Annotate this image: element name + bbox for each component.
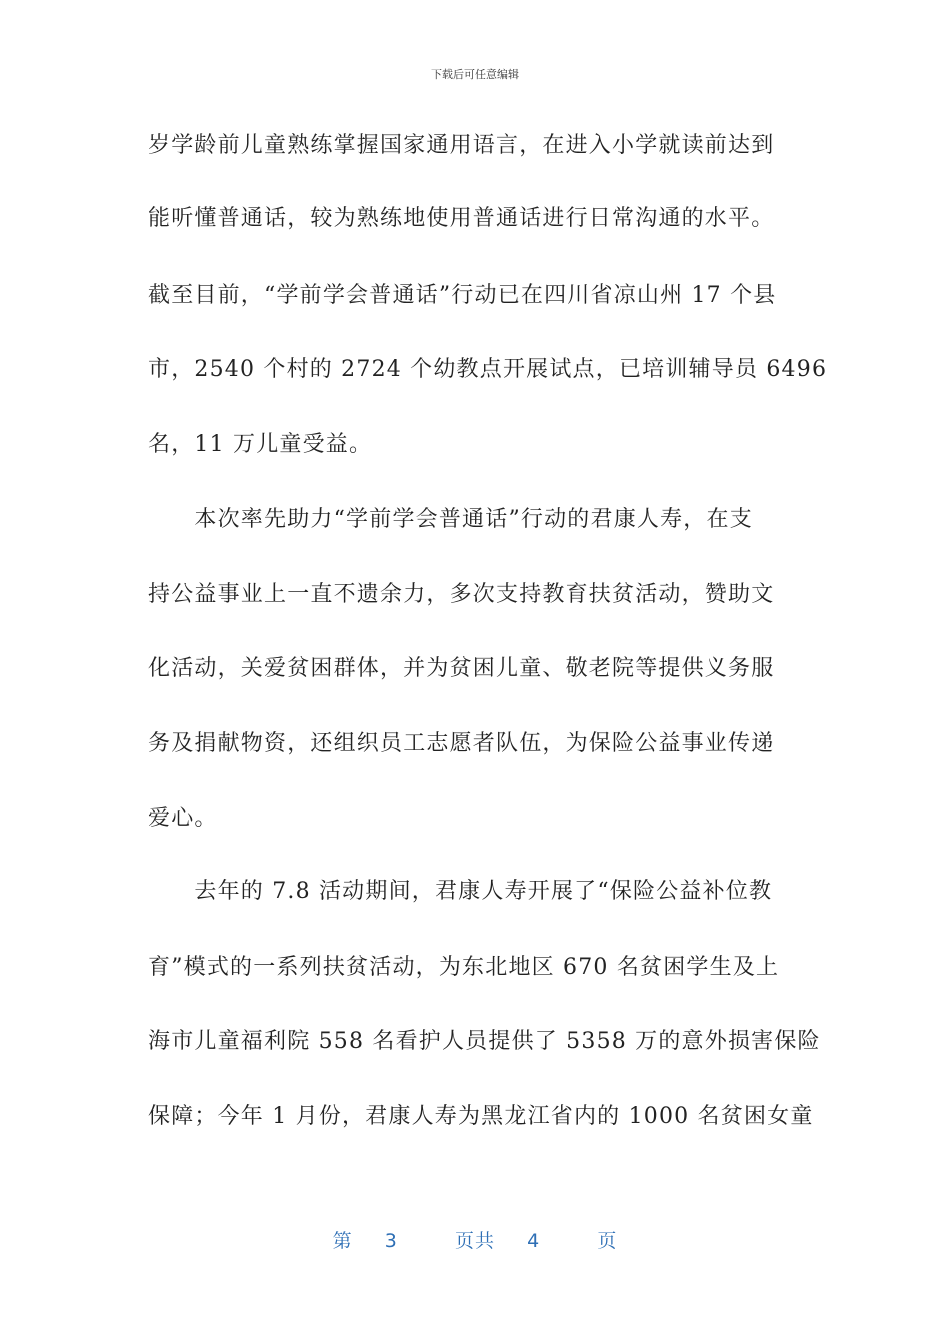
text-line: 爱心。 — [148, 806, 218, 831]
text-line: 名，11 万儿童受益。 — [148, 432, 373, 457]
footer-total-pages: 4 — [527, 1230, 541, 1252]
footer-prefix: 第 — [332, 1230, 353, 1252]
text-line: 岁学龄前儿童熟练掌握国家通用语言，在进入小学就读前达到 — [148, 133, 775, 158]
text-line: 截至目前，“学前学会普通话”行动已在四川省凉山州 17 个县 — [148, 283, 777, 308]
text-line: 海市儿童福利院 558 名看护人员提供了 5358 万的意外损害保险 — [148, 1029, 821, 1054]
text-line: 化活动，关爱贫困群体，并为贫困儿童、敬老院等提供义务服 — [148, 656, 775, 681]
text-line: 能听懂普通话，较为熟练地使用普通话进行日常沟通的水平。 — [148, 206, 775, 231]
text-line: 市，2540 个村的 2724 个幼教点开展试点，已培训辅导员 6496 — [148, 357, 828, 382]
footer-middle: 页共 — [454, 1230, 495, 1252]
text-line: 持公益事业上一直不遗余力，多次支持教育扶贫活动，赞助文 — [148, 582, 775, 607]
text-line: 务及捐献物资，还组织员工志愿者队伍，为保险公益事业传递 — [148, 731, 775, 756]
text-line: 本次率先助力“学前学会普通话”行动的君康人寿，在支 — [148, 507, 753, 532]
page-footer — [0, 1226, 950, 1253]
text-line: 育”模式的一系列扶贫活动，为东北地区 670 名贫困学生及上 — [148, 955, 780, 980]
header-note: 下载后可任意编辑 — [431, 68, 519, 81]
footer-current-page: 3 — [384, 1230, 398, 1252]
text-line: 保障；今年 1 月份，君康人寿为黑龙江省内的 1000 名贫困女童 — [148, 1104, 814, 1129]
text-line: 去年的 7.8 活动期间，君康人寿开展了“保险公益补位教 — [148, 879, 773, 904]
footer-suffix: 页 — [597, 1230, 618, 1252]
